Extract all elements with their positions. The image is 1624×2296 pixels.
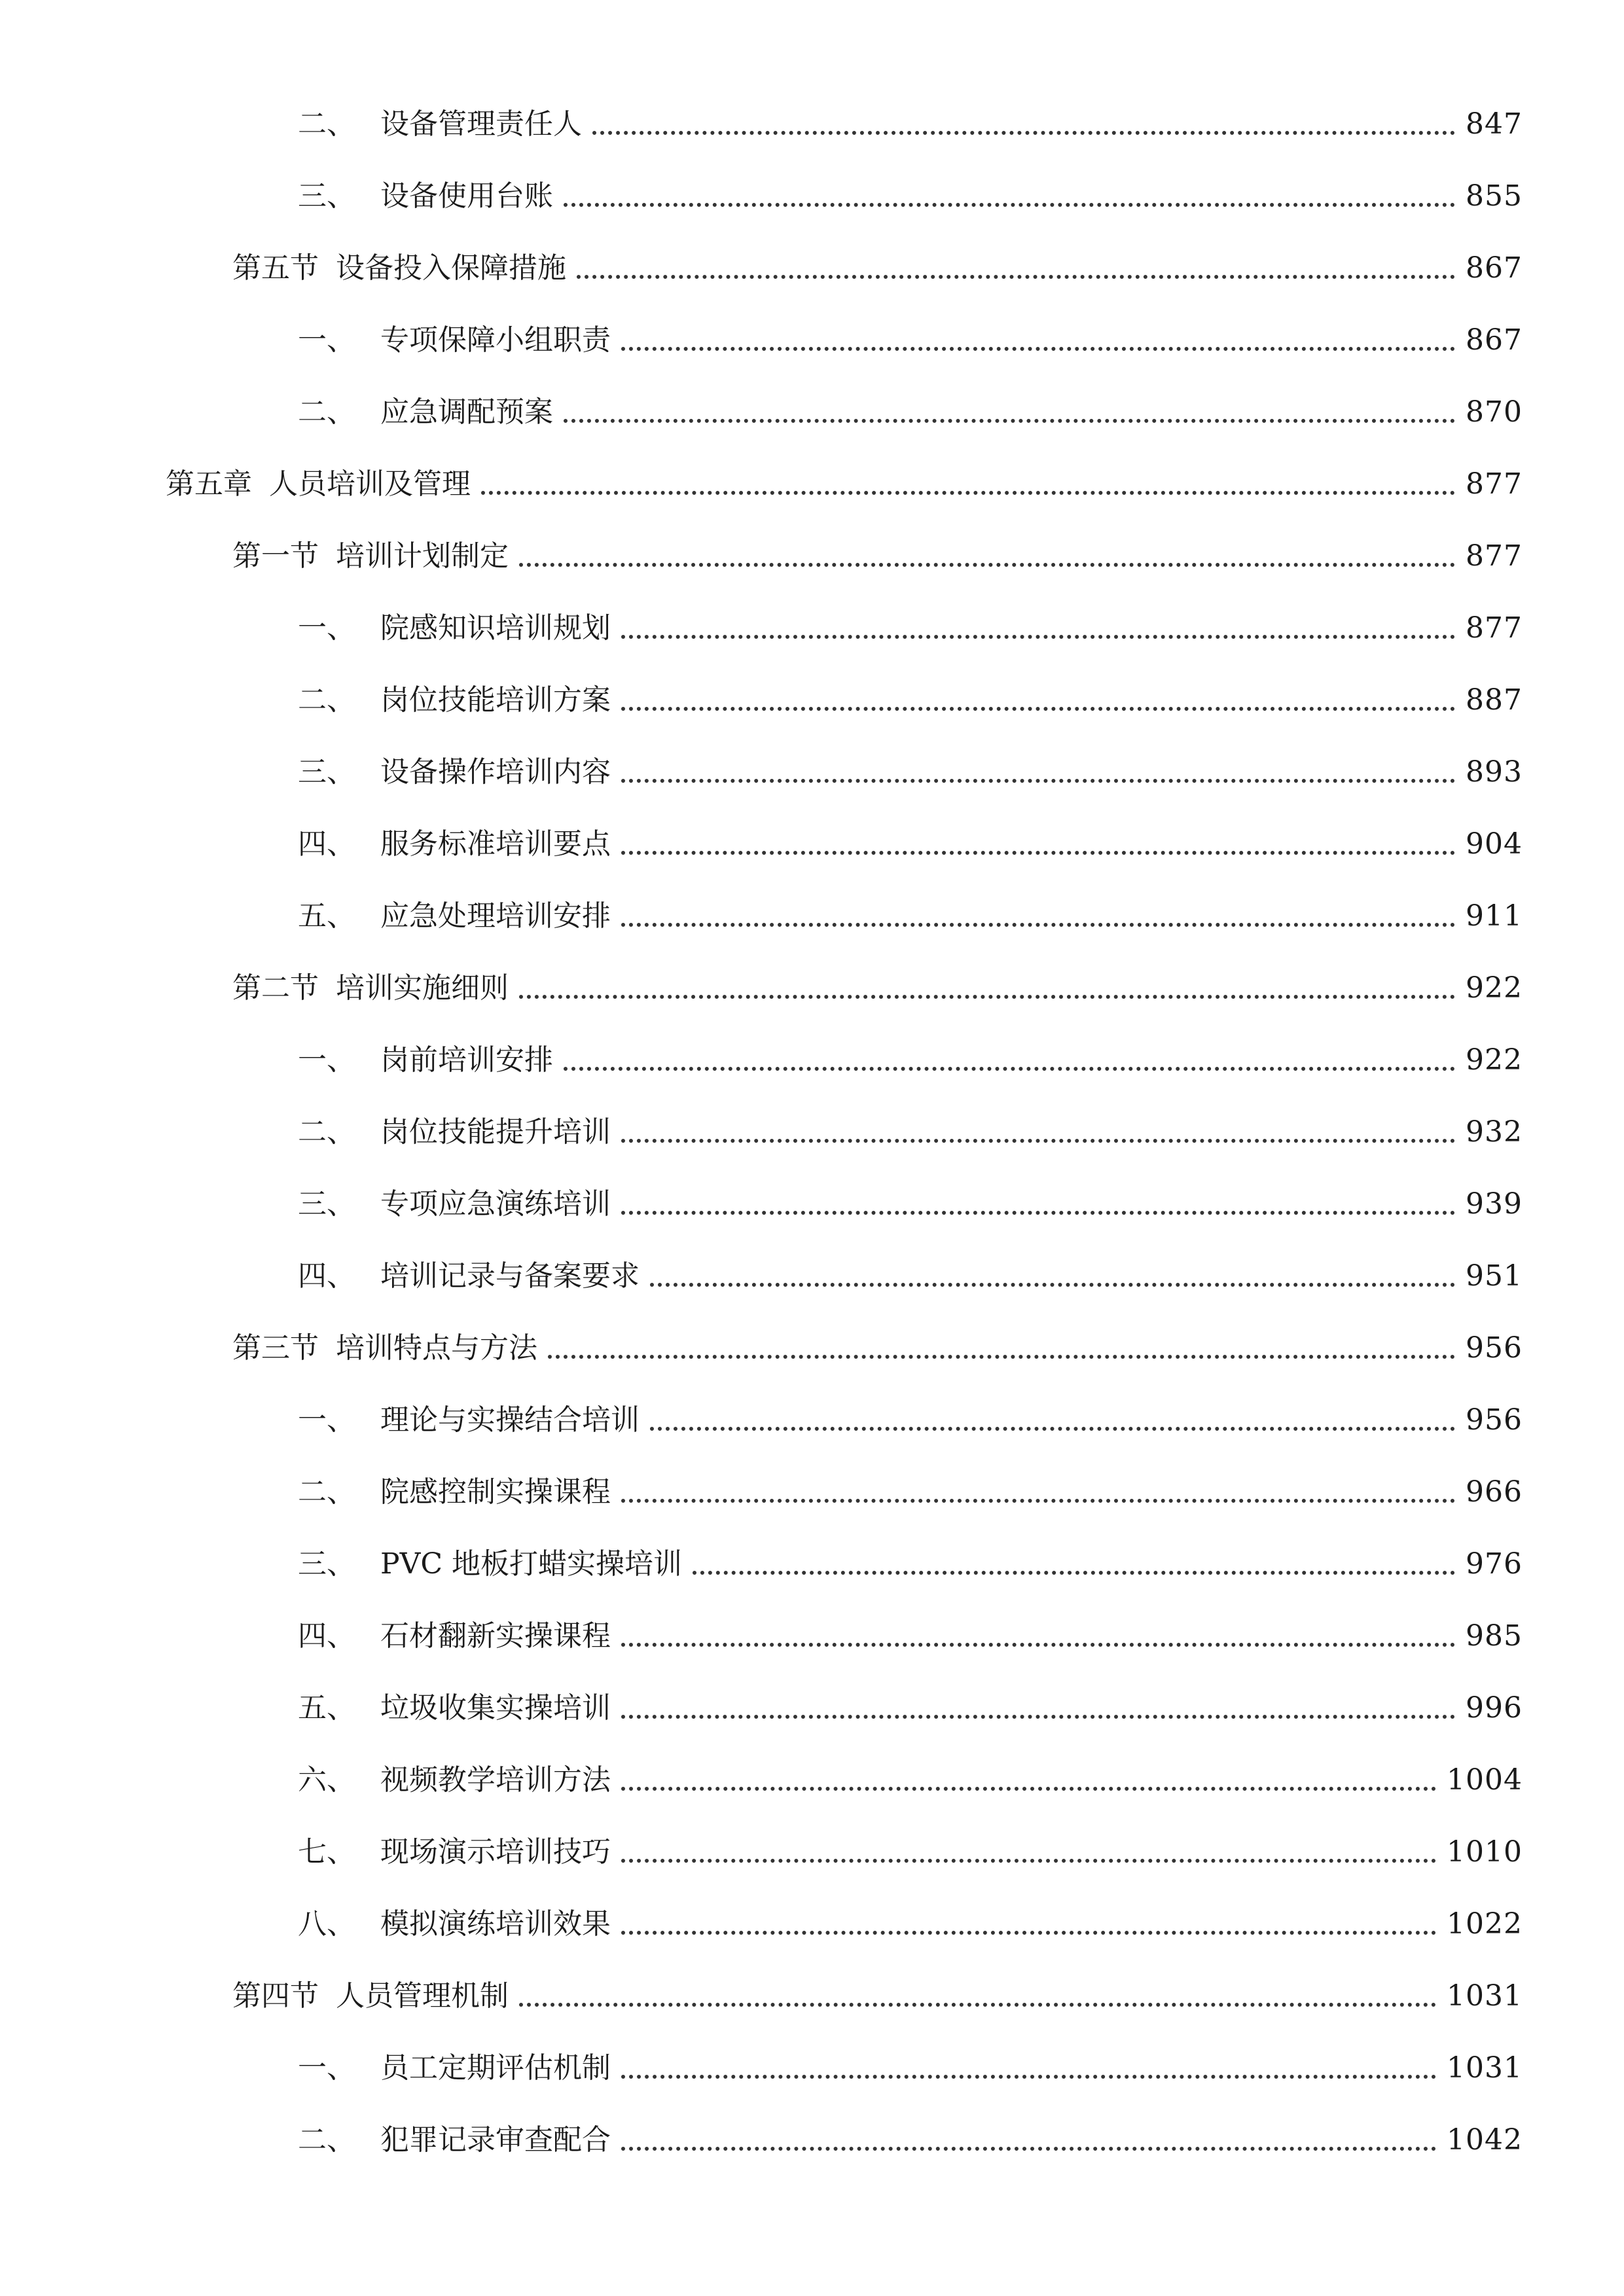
entry-prefix: 五、: [298, 1691, 355, 1725]
entry-title: 人员培训及管理: [269, 467, 471, 501]
entry-page-number: 893: [1466, 755, 1523, 789]
dot-leader: [621, 1931, 1436, 1935]
toc-entry[interactable]: [298, 812, 1523, 864]
toc-entry[interactable]: [166, 452, 1523, 504]
entry-page-number: 911: [1466, 899, 1523, 933]
dot-leader: [621, 1787, 1436, 1791]
entry-prefix: 二、: [298, 395, 355, 429]
entry-title: 院感知识培训规划: [380, 611, 611, 645]
dot-leader: [481, 491, 1455, 495]
dot-leader: [519, 563, 1455, 567]
toc-entry[interactable]: [298, 1892, 1523, 1944]
entry-page-number: 922: [1466, 971, 1523, 1005]
toc-entry[interactable]: [232, 1316, 1523, 1368]
entry-title: 人员管理机制: [336, 1979, 509, 2013]
entry-prefix: 第一节: [232, 539, 319, 573]
dot-leader: [519, 2003, 1436, 2007]
toc-entry[interactable]: [298, 1604, 1523, 1656]
entry-prefix: 三、: [298, 755, 355, 789]
entry-title: 培训计划制定: [336, 539, 509, 573]
toc-entry[interactable]: [298, 1100, 1523, 1152]
entry-prefix: 第三节: [232, 1331, 319, 1365]
dot-leader: [621, 2075, 1436, 2079]
dot-leader: [621, 779, 1455, 783]
dot-leader: [564, 203, 1455, 207]
dot-leader: [621, 1211, 1455, 1215]
entry-page-number: 877: [1466, 539, 1523, 573]
entry-page-number: 877: [1466, 611, 1523, 645]
toc-entry[interactable]: [298, 164, 1523, 216]
entry-prefix: 三、: [298, 1187, 355, 1221]
entry-page-number: 847: [1466, 107, 1523, 141]
dot-leader: [564, 419, 1455, 423]
entry-prefix: 七、: [298, 1835, 355, 1869]
entry-title: 服务标准培训要点: [380, 827, 611, 861]
entry-page-number: 939: [1466, 1187, 1523, 1221]
entry-title: 应急调配预案: [380, 395, 553, 429]
entry-prefix: 一、: [298, 323, 355, 357]
toc-entry[interactable]: [232, 956, 1523, 1008]
entry-title: 设备使用台账: [380, 179, 553, 213]
entry-prefix: 第五章: [166, 467, 252, 501]
entry-page-number: 867: [1466, 323, 1523, 357]
entry-page-number: 1022: [1447, 1907, 1523, 1941]
entry-prefix: 二、: [298, 107, 355, 141]
entry-page-number: 1042: [1447, 2123, 1523, 2157]
entry-title: 院感控制实操课程: [380, 1475, 611, 1509]
entry-prefix: 一、: [298, 1043, 355, 1077]
dot-leader: [621, 851, 1455, 855]
entry-page-number: 870: [1466, 395, 1523, 429]
toc-entry[interactable]: [298, 92, 1523, 144]
entry-page-number: 887: [1466, 683, 1523, 717]
entry-prefix: 三、: [298, 179, 355, 213]
toc-entry[interactable]: [298, 740, 1523, 792]
dot-leader: [577, 275, 1455, 279]
dot-leader: [621, 347, 1455, 351]
toc-entry[interactable]: [298, 1820, 1523, 1872]
entry-prefix: 二、: [298, 1115, 355, 1149]
toc-entry[interactable]: [298, 1676, 1523, 1728]
entry-page-number: 904: [1466, 827, 1523, 861]
entry-page-number: 985: [1466, 1619, 1523, 1653]
entry-title: 岗位技能提升培训: [380, 1115, 611, 1149]
entry-title: PVC 地板打蜡实操培训: [380, 1547, 683, 1581]
entry-title: 设备投入保障措施: [336, 251, 566, 285]
dot-leader: [621, 1643, 1455, 1647]
toc-entry[interactable]: [298, 884, 1523, 936]
entry-prefix: 第四节: [232, 1979, 319, 2013]
entry-title: 岗前培训安排: [380, 1043, 553, 1077]
entry-prefix: 一、: [298, 2051, 355, 2085]
entry-title: 理论与实操结合培训: [380, 1403, 640, 1437]
dot-leader: [621, 2147, 1436, 2151]
entry-page-number: 855: [1466, 179, 1523, 213]
entry-title: 设备操作培训内容: [380, 755, 611, 789]
entry-title: 培训特点与方法: [336, 1331, 537, 1365]
toc-entry[interactable]: [298, 2036, 1523, 2088]
toc-entry[interactable]: [298, 308, 1523, 360]
entry-prefix: 八、: [298, 1907, 355, 1941]
entry-title: 培训实施细则: [336, 971, 509, 1005]
toc-entry[interactable]: [298, 1748, 1523, 1800]
entry-title: 应急处理培训安排: [380, 899, 611, 933]
dot-leader: [621, 1139, 1455, 1143]
dot-leader: [621, 923, 1455, 927]
toc-entry[interactable]: [298, 380, 1523, 432]
entry-title: 石材翻新实操课程: [380, 1619, 611, 1653]
entry-title: 员工定期评估机制: [380, 2051, 611, 2085]
entry-prefix: 四、: [298, 1259, 355, 1293]
entry-prefix: 二、: [298, 683, 355, 717]
dot-leader: [564, 1067, 1455, 1071]
entry-prefix: 六、: [298, 1763, 355, 1797]
entry-title: 模拟演练培训效果: [380, 1907, 611, 1941]
entry-page-number: 877: [1466, 467, 1523, 501]
entry-page-number: 966: [1466, 1475, 1523, 1509]
entry-page-number: 951: [1466, 1259, 1523, 1293]
entry-page-number: 922: [1466, 1043, 1523, 1077]
entry-prefix: 四、: [298, 1619, 355, 1653]
toc-entry[interactable]: [298, 2108, 1523, 2160]
entry-title: 专项应急演练培训: [380, 1187, 611, 1221]
toc-entry[interactable]: [298, 1460, 1523, 1512]
toc-entry[interactable]: [298, 668, 1523, 720]
dot-leader: [693, 1571, 1455, 1575]
entry-title: 垃圾收集实操培训: [380, 1691, 611, 1725]
toc-entry[interactable]: [232, 236, 1523, 288]
entry-page-number: 1031: [1447, 1979, 1523, 2013]
entry-page-number: 956: [1466, 1331, 1523, 1365]
toc-entry[interactable]: [298, 596, 1523, 648]
dot-leader: [621, 707, 1455, 711]
dot-leader: [621, 635, 1455, 639]
entry-prefix: 第五节: [232, 251, 319, 285]
entry-prefix: 二、: [298, 2123, 355, 2157]
entry-prefix: 一、: [298, 611, 355, 645]
entry-title: 岗位技能培训方案: [380, 683, 611, 717]
dot-leader: [621, 1499, 1455, 1503]
entry-title: 视频教学培训方法: [380, 1763, 611, 1797]
entry-page-number: 1004: [1447, 1763, 1523, 1797]
dot-leader: [621, 1715, 1455, 1719]
toc-entry[interactable]: [298, 1172, 1523, 1224]
entry-title: 专项保障小组职责: [380, 323, 611, 357]
entry-page-number: 1010: [1447, 1835, 1523, 1869]
entry-prefix: 三、: [298, 1547, 355, 1581]
dot-leader: [650, 1427, 1455, 1431]
dot-leader: [592, 131, 1455, 135]
entry-title: 设备管理责任人: [380, 107, 582, 141]
entry-prefix: 四、: [298, 827, 355, 861]
entry-prefix: 五、: [298, 899, 355, 933]
entry-page-number: 932: [1466, 1115, 1523, 1149]
entry-page-number: 1031: [1447, 2051, 1523, 2085]
entry-title: 犯罪记录审查配合: [380, 2123, 611, 2157]
entry-prefix: 二、: [298, 1475, 355, 1509]
dot-leader: [548, 1355, 1455, 1359]
toc-entry[interactable]: [298, 1244, 1523, 1296]
toc-entry[interactable]: [298, 1532, 1523, 1584]
dot-leader: [519, 995, 1455, 999]
entry-title: 现场演示培训技巧: [380, 1835, 611, 1869]
entry-page-number: 867: [1466, 251, 1523, 285]
entry-prefix: 第二节: [232, 971, 319, 1005]
entry-page-number: 976: [1466, 1547, 1523, 1581]
toc-entry[interactable]: [298, 1388, 1523, 1440]
entry-prefix: 一、: [298, 1403, 355, 1437]
toc-entry[interactable]: [232, 1964, 1523, 2016]
dot-leader: [650, 1283, 1455, 1287]
toc-entry[interactable]: [232, 524, 1523, 576]
entry-page-number: 956: [1466, 1403, 1523, 1437]
entry-page-number: 996: [1466, 1691, 1523, 1725]
toc-entry[interactable]: [298, 1028, 1523, 1080]
dot-leader: [621, 1859, 1436, 1863]
entry-title: 培训记录与备案要求: [380, 1259, 640, 1293]
